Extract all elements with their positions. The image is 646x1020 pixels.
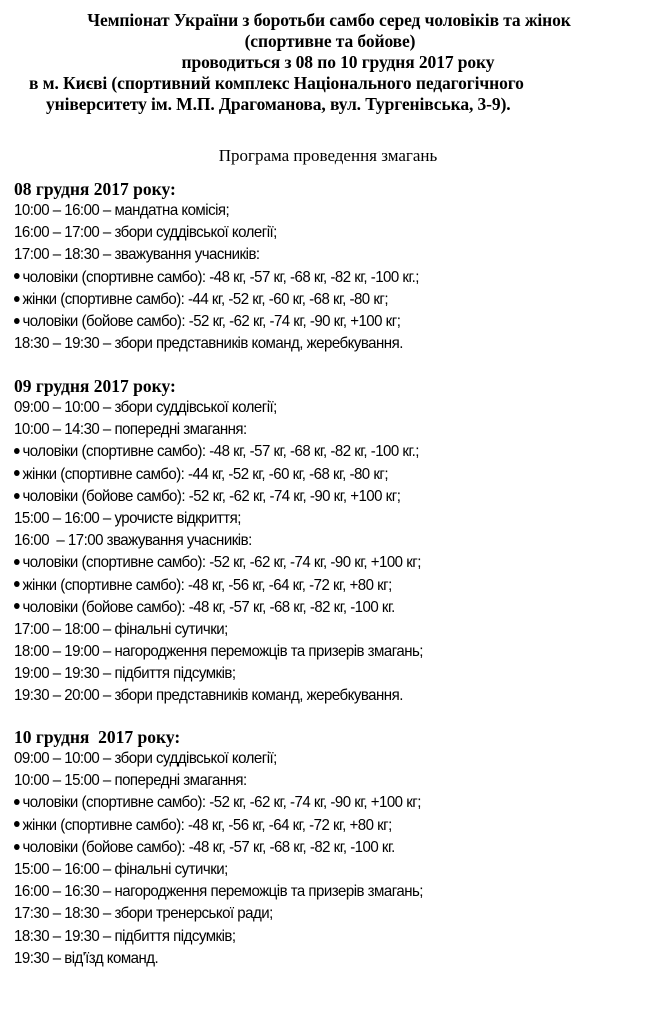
header-subtitle-line: (спортивне та бойове) bbox=[244, 31, 416, 51]
item-text: 10:00 – 14:30 – попередні змагання: bbox=[14, 421, 247, 439]
weight-category-item bbox=[14, 575, 597, 597]
item-text: 09:00 – 10:00 – збори суддівської колегії; bbox=[14, 399, 277, 416]
item-text: жінки (спортивне самбо): -48 кг, -56 кг, -64 кг, -72 кг, +80 кг; bbox=[22, 576, 392, 594]
item-text: 16:00 – 16:30 – нагородження переможців та призерів змагань; bbox=[14, 883, 423, 901]
header-venue-line: в м. Києві (спортивний комплекс Національного педагогічного bbox=[29, 73, 524, 93]
schedule-item bbox=[14, 948, 597, 970]
schedule-item bbox=[14, 244, 597, 266]
schedule-item bbox=[14, 748, 597, 770]
weight-category-item bbox=[14, 311, 597, 333]
day-title: 10 грудня 2017 року: bbox=[14, 727, 181, 747]
schedule-list bbox=[14, 200, 634, 355]
item-text: 18:30 – 19:30 – збори представників команд, жеребкування. bbox=[14, 335, 403, 353]
schedule-item bbox=[14, 641, 597, 663]
schedule-item bbox=[14, 508, 597, 530]
bullet-icon bbox=[14, 559, 20, 565]
item-text: чоловіки (бойове самбо): -48 кг, -57 кг, -68 кг, -82 кг, -100 кг. bbox=[22, 598, 395, 616]
item-text: 10:00 – 15:00 – попередні змагання: bbox=[14, 772, 247, 790]
weight-category-item bbox=[14, 792, 597, 814]
document-header bbox=[0, 10, 646, 115]
item-text: 17:30 – 18:30 – збори тренерської ради; bbox=[14, 905, 273, 923]
item-text: 17:00 – 18:00 – фінальні сутички; bbox=[14, 620, 228, 638]
item-text: чоловіки (спортивне самбо): -52 кг, -62 кг, -74 кг, -90 кг, +100 кг; bbox=[22, 794, 421, 812]
weight-category-item bbox=[14, 837, 597, 859]
schedule-item bbox=[14, 663, 597, 685]
bullet-icon bbox=[14, 448, 20, 454]
weight-category-item bbox=[14, 552, 597, 574]
schedule-list bbox=[14, 397, 634, 708]
item-text: чоловіки (спортивне самбо): -52 кг, -62 кг, -74 кг, -90 кг, +100 кг; bbox=[22, 554, 421, 572]
bullet-icon bbox=[14, 296, 20, 302]
item-text: 16:00 – 17:00 зважування учасників: bbox=[14, 532, 252, 550]
schedule-item bbox=[14, 200, 597, 222]
schedule-list bbox=[14, 748, 634, 970]
day-title: 09 грудня 2017 року: bbox=[14, 376, 176, 396]
item-text: 18:00 – 19:00 – нагородження переможців та призерів змагань; bbox=[14, 643, 423, 661]
header-dates-line: проводиться з 08 по 10 грудня 2017 року bbox=[181, 52, 495, 72]
bullet-icon bbox=[14, 470, 20, 476]
item-text: жінки (спортивне самбо): -44 кг, -52 кг, -60 кг, -68 кг, -80 кг; bbox=[22, 290, 389, 308]
bullet-icon bbox=[14, 603, 20, 609]
weight-category-item bbox=[14, 267, 597, 289]
item-text: чоловіки (бойове самбо): -52 кг, -62 кг, -74 кг, -90 кг, +100 кг; bbox=[22, 487, 401, 505]
item-text: жінки (спортивне самбо): -48 кг, -56 кг, -64 кг, -72 кг, +80 кг; bbox=[22, 816, 392, 834]
item-text: 16:00 – 17:00 – збори суддівської колегії; bbox=[14, 224, 277, 242]
item-text: 19:00 – 19:30 – підбиття підсумків; bbox=[14, 665, 236, 683]
weight-category-item bbox=[14, 464, 597, 486]
weight-category-item bbox=[14, 597, 597, 619]
schedule-item bbox=[14, 619, 597, 641]
day-section bbox=[14, 375, 634, 708]
bullet-icon bbox=[14, 318, 20, 324]
bullet-icon bbox=[14, 581, 20, 587]
program-title: Програма проведення змагань bbox=[218, 146, 438, 165]
item-text: 10:00 – 16:00 – мандатна комісія; bbox=[14, 202, 230, 219]
day-title: 08 грудня 2017 року: bbox=[14, 179, 176, 199]
item-text: 18:30 – 19:30 – підбиття підсумків; bbox=[14, 927, 236, 945]
item-text: жінки (спортивне самбо): -44 кг, -52 кг, -60 кг, -68 кг, -80 кг; bbox=[22, 465, 389, 483]
item-text: чоловіки (бойове самбо): -52 кг, -62 кг, -74 кг, -90 кг, +100 кг; bbox=[22, 312, 401, 330]
bullet-icon bbox=[14, 844, 20, 850]
bullet-icon bbox=[14, 821, 20, 827]
schedule-item bbox=[14, 770, 597, 792]
bullet-icon bbox=[14, 799, 20, 805]
item-text: чоловіки (спортивне самбо): -48 кг, -57 кг, -68 кг, -82 кг, -100 кг.; bbox=[22, 443, 419, 461]
weight-category-item bbox=[14, 441, 597, 463]
schedule-item bbox=[14, 222, 597, 244]
schedule-item bbox=[14, 685, 597, 707]
item-text: 17:00 – 18:30 – зважування учасників: bbox=[14, 246, 260, 264]
header-address-line: університету ім. М.П. Драгоманова, вул. Тургенівська, 3-9). bbox=[46, 94, 511, 114]
schedule-item bbox=[14, 926, 597, 948]
item-text: 09:00 – 10:00 – збори суддівської колегії; bbox=[14, 750, 277, 767]
weight-category-item bbox=[14, 815, 597, 837]
bullet-icon bbox=[14, 493, 20, 499]
schedule-item bbox=[14, 333, 597, 355]
item-text: 19:30 – 20:00 – збори представників команд, жеребкування. bbox=[14, 687, 403, 705]
item-text: 15:00 – 16:00 – фінальні сутички; bbox=[14, 860, 228, 878]
item-text: чоловіки (бойове самбо): -48 кг, -57 кг, -68 кг, -82 кг, -100 кг. bbox=[22, 838, 395, 856]
weight-category-item bbox=[14, 486, 597, 508]
item-text: чоловіки (спортивне самбо): -48 кг, -57 кг, -68 кг, -82 кг, -100 кг.; bbox=[22, 268, 419, 286]
weight-category-item bbox=[14, 289, 597, 311]
schedule-item bbox=[14, 530, 597, 552]
item-text: 19:30 – від'їзд команд. bbox=[14, 949, 159, 967]
schedule-item bbox=[14, 397, 597, 419]
item-text: 15:00 – 16:00 – урочисте відкриття; bbox=[14, 509, 241, 527]
schedule-item bbox=[14, 903, 597, 925]
day-section bbox=[14, 178, 634, 355]
header-title-line: Чемпіонат України з боротьби самбо серед чоловіків та жінок bbox=[87, 10, 571, 30]
schedule-item bbox=[14, 419, 597, 441]
day-section bbox=[14, 726, 634, 970]
bullet-icon bbox=[14, 273, 20, 279]
schedule-item bbox=[14, 859, 597, 881]
schedule-item bbox=[14, 881, 597, 903]
